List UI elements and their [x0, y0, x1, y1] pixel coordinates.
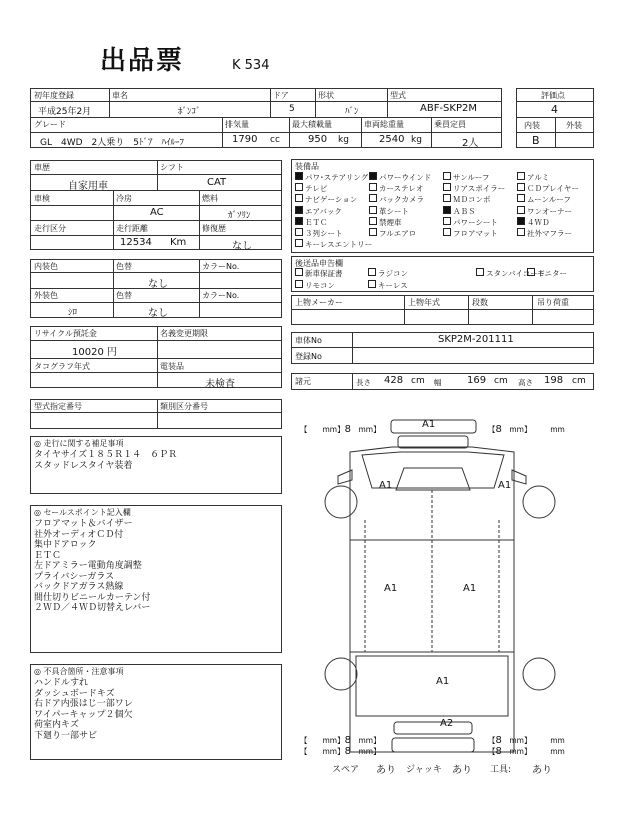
label-history: 車歴: [34, 163, 50, 172]
note-line: 荷室内キズ: [34, 720, 79, 730]
gvw-value: 2540: [379, 134, 405, 145]
exterior-color-value: ｼﾛ: [68, 308, 78, 318]
label-length: 長さ: [356, 378, 371, 387]
label-upper-year: 上物年式: [408, 298, 440, 307]
tire-fr-reading: 【8 mm】 mm: [488, 424, 565, 435]
equipment-item-label: フルエアロ: [379, 229, 417, 238]
note-line: 集中ドアロック: [34, 540, 97, 550]
height-value: 198: [544, 375, 564, 386]
label-color-no-b: カラーNo.: [202, 291, 240, 300]
equipment-item-label: リアスポイラー: [453, 184, 506, 194]
spare-value: あり: [376, 765, 396, 776]
recycle-value: 10020 円: [72, 347, 117, 358]
jack-value: あり: [452, 765, 472, 776]
odometer-value: 12534: [120, 237, 152, 248]
extras-label: 後送品申告欄: [295, 259, 343, 268]
extras-item-label: キーレス: [378, 280, 408, 290]
max-load-unit: kg: [338, 135, 349, 145]
label-ac: 冷房: [116, 194, 132, 203]
label-hang-load: 吊り荷重: [537, 298, 569, 307]
label-odo-kind: 走行区分: [34, 224, 66, 233]
label-interior-color: 内装色: [34, 262, 58, 271]
note-line: ワイパーキャップ２個欠: [34, 709, 133, 720]
page-title: 出品票: [100, 46, 185, 76]
label-gvw: 車両総重量: [364, 120, 404, 129]
label-exterior-color: 外装色: [34, 291, 58, 300]
mark-rear: A1: [436, 676, 450, 687]
equipment-item-label: アルミ: [527, 173, 550, 182]
max-load-value: 950: [308, 134, 328, 145]
equipment-item-label: ＥＴＣ: [305, 217, 328, 227]
label-reg-no: 登録No: [295, 352, 322, 361]
extras-item-label: リモコン: [305, 280, 335, 290]
label-max-load: 最大積載量: [292, 120, 332, 129]
label-type-number: 型式指定番号: [34, 402, 82, 411]
label-shape: 形状: [318, 91, 334, 100]
note-line: フロアマット＆バイザー: [34, 519, 133, 529]
equipment-item-label: 革シート: [379, 206, 409, 216]
first-reg-value: 平成25年2月: [38, 107, 92, 117]
note-line: 右ドア内張はじ一部ワレ: [34, 699, 133, 709]
equipment-item-label: 禁煙車: [379, 217, 402, 227]
equipment-item-label: テレビ: [305, 184, 328, 194]
length-value: 428: [384, 375, 404, 386]
fuel-value: ｶﾞｿﾘﾝ: [228, 211, 251, 221]
travel-notes-label: ◎ 走行に関する補足事項: [34, 439, 124, 448]
displacement-value: 1790: [232, 134, 258, 145]
equipment-item-label: ＭＤコンポ: [453, 195, 491, 205]
sales-points-label: ◎ セールスポイント記入欄: [34, 508, 131, 517]
repair-value: なし: [232, 241, 252, 252]
label-tachograph: タコグラフ年式: [34, 362, 90, 371]
tire-rr-reading: 【8 mm】 mm: [488, 735, 565, 746]
label-score: 評価点: [541, 91, 565, 100]
mark-front-left: A1: [379, 480, 393, 491]
label-recycle: リサイクル預託金: [34, 329, 97, 338]
label-grade: グレード: [34, 120, 66, 129]
tools-value: あり: [532, 765, 552, 776]
label-class-number: 類別区分番号: [160, 402, 208, 411]
label-upper-maker: 上物メーカー: [295, 298, 343, 307]
shape-value: ﾊﾞﾝ: [345, 107, 359, 117]
electrical-value: 未検査: [205, 379, 235, 390]
extras-item-label: モニター: [537, 269, 567, 278]
height-unit: cm: [572, 376, 586, 386]
label-tools: 工具:: [490, 765, 512, 775]
note-line: バックドアガラス熱線: [34, 582, 124, 592]
equipment-item-label: 社外マフラー: [527, 229, 572, 238]
grade-value: GL 4WD 2人乗り 5ﾄﾞｱ ﾊｲﾙｰﾌ: [40, 138, 184, 148]
capacity-value: 2人: [462, 138, 479, 149]
equipment-item-label: ワンオーナー: [527, 206, 572, 216]
label-repair: 修復歴: [202, 224, 226, 233]
shift-value: CAT: [207, 177, 227, 188]
wheel-rr: [523, 658, 555, 690]
tire-rr-reading-2: 【8 mm】 mm: [488, 746, 565, 757]
circle-icon: ◎: [34, 508, 41, 517]
note-line: 間仕切りビニールカーテン付: [34, 592, 151, 603]
label-interior: 内装: [524, 121, 540, 130]
label-color-change-a: 色替: [116, 262, 132, 271]
note-line: スタッドレスタイヤ装着: [34, 460, 133, 471]
note-line: プライバシーガラス: [34, 571, 115, 582]
label-stages: 段数: [472, 298, 488, 307]
equipment-item-label: ＣＤプレイヤー: [527, 184, 579, 194]
equipment-item-label: フロアマット: [453, 229, 498, 238]
ac-value: AC: [150, 207, 164, 218]
equipment-item-label: ＡＢＳ: [453, 206, 476, 216]
wheel-fr: [523, 486, 555, 518]
note-line: タイヤサイズ１８５Ｒ１４ ６ＰＲ: [34, 450, 178, 460]
label-dimensions: 諸元: [295, 377, 311, 386]
door-value: 5: [289, 104, 295, 114]
equipment-item-label: カーステレオ: [379, 184, 424, 194]
label-spare: スペア: [332, 765, 360, 775]
equipment-item-label: パワ･ステアリング: [305, 173, 369, 182]
label-car-name: 車名: [112, 91, 128, 100]
note-line: ダッシュボードキズ: [34, 688, 115, 699]
label-exterior: 外装: [566, 121, 582, 130]
chassis-no-value: SKP2M-201111: [438, 334, 514, 345]
extras-item-label: スタンバイコード: [486, 269, 546, 278]
lot-number: K 534: [232, 58, 270, 73]
exterior-color-change: なし: [148, 308, 168, 319]
label-odometer: 走行距離: [116, 224, 148, 233]
mark-front-right: A1: [498, 480, 512, 491]
equipment-item-label: ナビゲーション: [305, 195, 358, 205]
note-line: 下廻り一部サビ: [34, 730, 98, 741]
note-line: ハンドルすれ: [34, 678, 89, 688]
label-fuel: 燃料: [202, 194, 218, 203]
note-line: ＥＴＣ: [34, 550, 62, 561]
wheel-fl: [325, 486, 357, 518]
circle-icon: ◎: [34, 439, 41, 448]
equipment-item-label: ムーンルーフ: [527, 195, 571, 205]
label-height: 高さ: [518, 378, 533, 387]
equipment-item-label: キーレスエントリー: [305, 240, 373, 250]
length-unit: cm: [411, 376, 425, 386]
equipment-item-label: ３列シート: [305, 229, 343, 238]
equipment-item-label: サンルーフ: [453, 173, 490, 182]
note-line: 社外オーディオＣＤ付: [34, 529, 124, 540]
equipment-label: 装備品: [295, 162, 319, 171]
width-value: 169: [467, 375, 487, 386]
width-unit: cm: [494, 376, 508, 386]
label-first-reg: 初年度登録: [34, 91, 74, 100]
tire-rl-reading-2: 【 mm】8 mm】: [300, 746, 381, 757]
mark-rear-bumper: A2: [440, 718, 454, 729]
displacement-unit: cc: [270, 135, 280, 145]
interior-grade: B: [532, 134, 540, 147]
label-color-change-b: 色替: [116, 291, 132, 300]
extras-item-label: ラジコン: [378, 269, 408, 278]
label-color-no-a: カラーNo.: [202, 262, 240, 271]
defects-label: ◎ 不具合箇所・注意事項: [34, 667, 124, 676]
history-value: 自家用車: [68, 181, 108, 192]
tire-rl-reading: 【 mm】8 mm】: [300, 735, 381, 746]
gvw-unit: kg: [411, 135, 422, 145]
label-jack: ジャッキ: [406, 765, 442, 775]
car-name-value: ﾎﾞﾝｺﾞ: [178, 107, 201, 117]
equipment-item-label: エアバック: [305, 206, 342, 216]
mark-side-right: A1: [463, 583, 477, 594]
mark-front-bumper: A1: [422, 419, 436, 430]
label-width: 幅: [434, 378, 442, 387]
circle-icon: ◎: [34, 667, 41, 676]
label-chassis-no: 車体No: [295, 336, 322, 345]
label-name-change: 名義変更期限: [160, 329, 208, 338]
mark-side-left: A1: [384, 583, 398, 594]
label-displacement: 排気量: [225, 120, 249, 129]
equipment-item-label: パワーウインド: [379, 173, 432, 182]
equipment-item-label: ４ＷＤ: [527, 217, 550, 227]
label-model: 型式: [390, 91, 406, 100]
equipment-item-label: パワーシート: [453, 217, 498, 227]
model-value: ABF-SKP2M: [420, 103, 477, 114]
label-shift: シフト: [160, 163, 184, 172]
score-value: 4: [551, 103, 558, 116]
label-capacity: 乗員定員: [434, 120, 466, 129]
extras-item-label: 新車保証書: [305, 269, 343, 278]
note-line: 左ドアミラー電動角度調整: [34, 561, 142, 571]
wheel-rl: [325, 658, 357, 690]
tire-fl-reading: 【 mm】8 mm】: [300, 424, 381, 435]
equipment-item-label: バックカメラ: [379, 195, 424, 205]
note-line: ２ＷＤ／４ＷＤ切替えレバー: [34, 603, 151, 613]
odometer-unit: Km: [170, 237, 187, 248]
label-inspection: 車検: [34, 194, 50, 203]
label-electrical: 電装品: [160, 362, 184, 371]
rear-bumper: [394, 722, 472, 734]
label-door: ドア: [273, 91, 289, 100]
interior-color-change: なし: [148, 279, 168, 290]
